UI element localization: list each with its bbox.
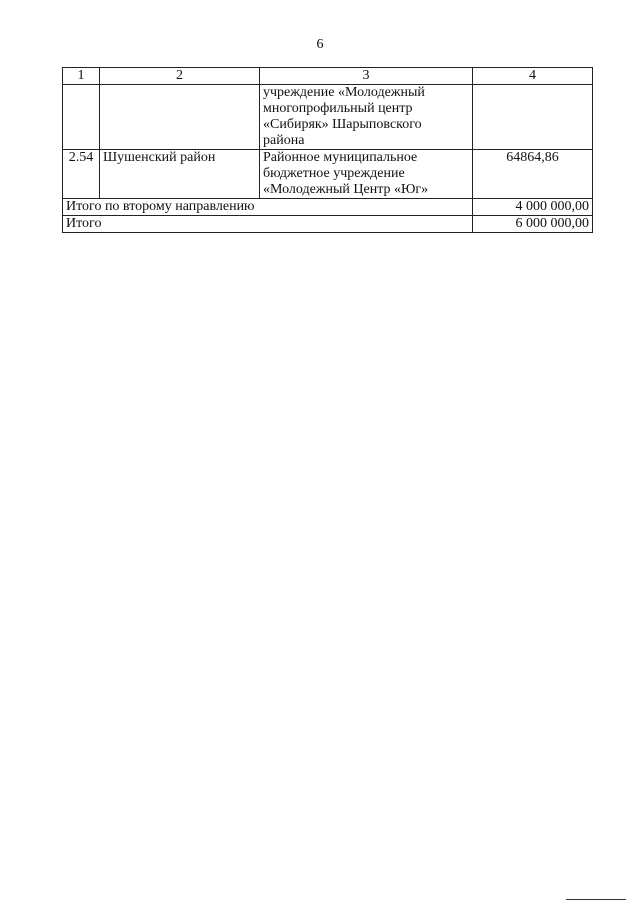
district-cell: Шушенский район [100, 150, 260, 199]
institution-line: бюджетное учреждение [263, 166, 405, 181]
institution-cell [260, 85, 473, 150]
amount-cell [473, 85, 593, 150]
total-value: 4 000 000,00 [473, 199, 593, 216]
amount-cell: 64864,86 [473, 150, 593, 199]
total-row [63, 199, 593, 216]
row-number: 2.54 [63, 150, 100, 199]
institution-line: района [263, 133, 305, 148]
column-header: 4 [473, 68, 593, 85]
allocation-table [62, 67, 593, 233]
institution-line: «Сибиряк» Шарыповского [263, 117, 422, 132]
total-value: 6 000 000,00 [473, 216, 593, 233]
column-header: 2 [100, 68, 260, 85]
total-label: Итого по второму направлению [63, 199, 473, 216]
table-row [63, 150, 593, 199]
total-label: Итого [63, 216, 473, 233]
footer-rule [566, 899, 626, 900]
total-row [63, 216, 593, 233]
institution-line: многопрофильный центр [263, 101, 413, 116]
district-cell [100, 85, 260, 150]
institution-line: учреждение «Молодежный [263, 85, 425, 100]
column-header: 1 [63, 68, 100, 85]
column-header: 3 [260, 68, 473, 85]
institution-line: Районное муниципальное [263, 150, 418, 165]
institution-cell [260, 150, 473, 199]
table-header-row [63, 68, 593, 85]
row-number [63, 85, 100, 150]
table-row [63, 85, 593, 150]
institution-line: «Молодежный Центр «Юг» [263, 182, 429, 197]
page-number: 6 [316, 37, 324, 52]
